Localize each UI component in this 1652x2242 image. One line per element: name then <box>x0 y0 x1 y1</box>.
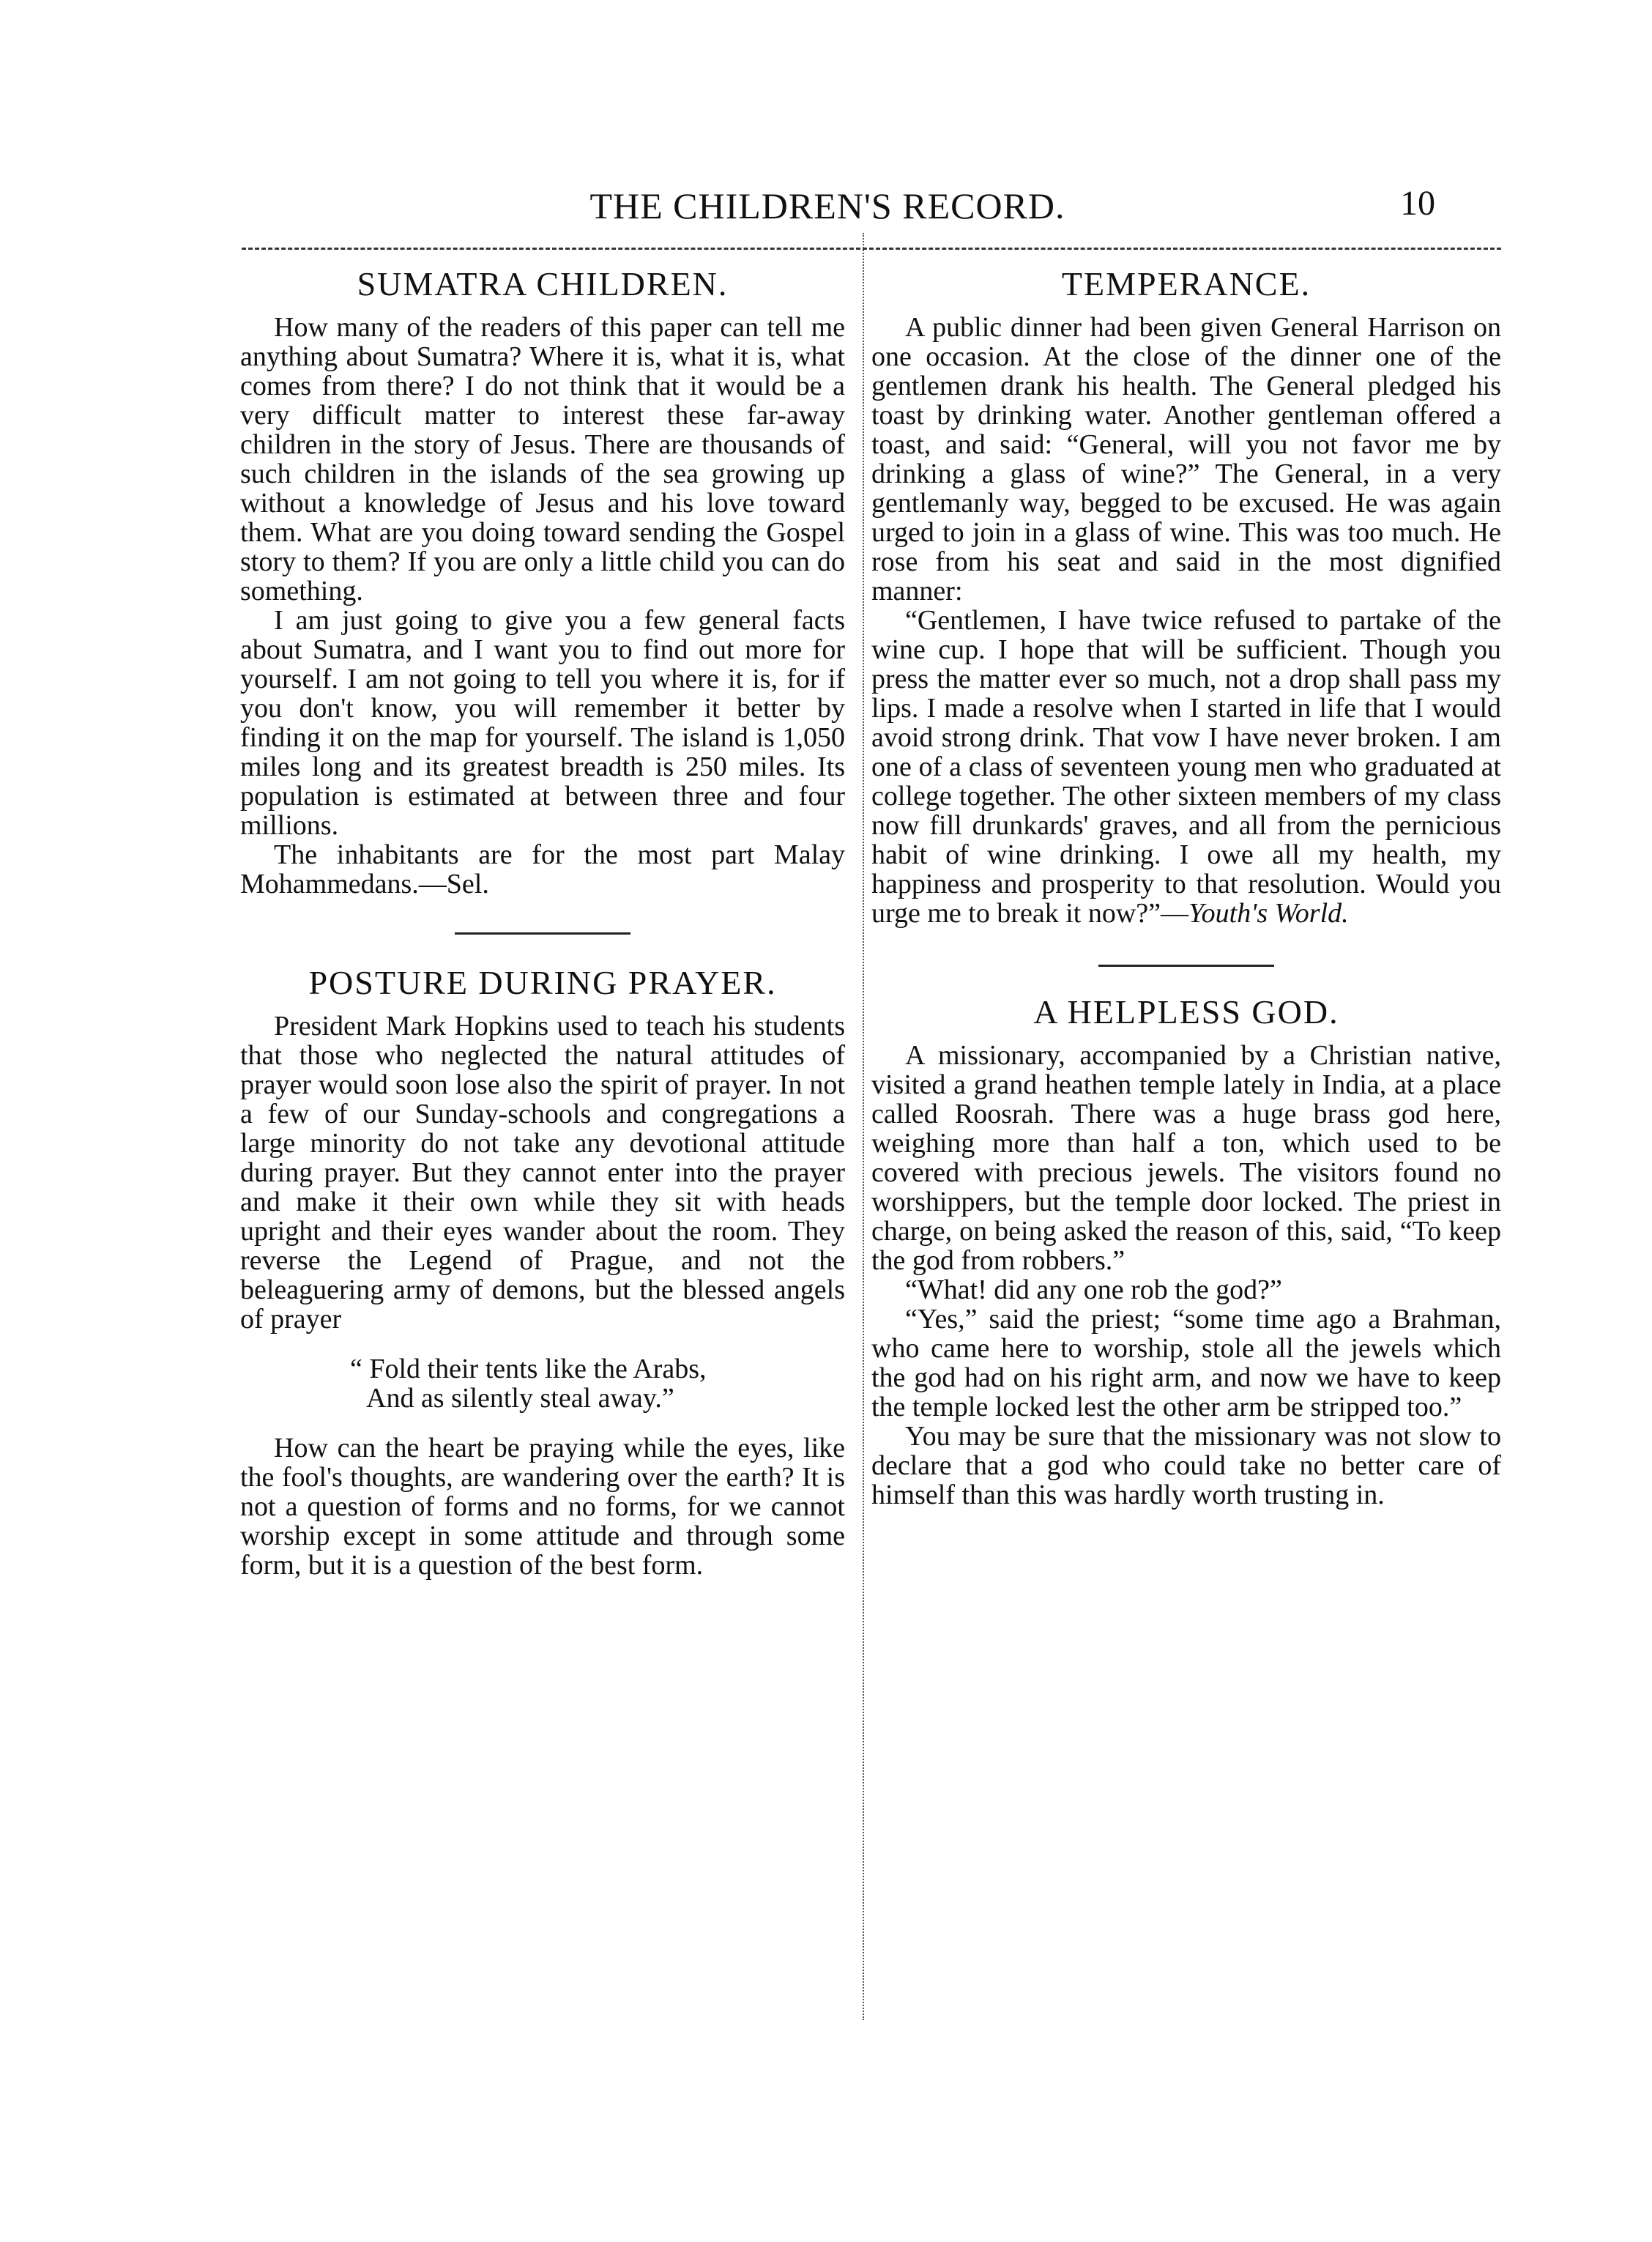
article-title-temperance: TEMPERANCE. <box>1061 265 1311 302</box>
paragraph: A missionary, accompanied by a Christian native, visited a grand heathen temple lately in India, at a place called Roosrah. There was a huge brass god here, weighing more than half a ton, which used to be covered with precious jewels. The visitors found no worshippers, but the temple door locked. The priest in charge, on being asked the reason of this, said, “To keep the god from robbers.” <box>871 1039 1501 1276</box>
paragraph: I am just going to give you a few general facts about Sumatra, and I want you to find out more for yourself. I am not going to tell you where it is, for if you don't know, you will remember it better by finding it on the map for yourself. The island is 1,050 miles long and its greatest breadth is 250 miles. Its population is estimated at between three and four millions. <box>240 604 845 841</box>
section-divider <box>1098 965 1274 967</box>
article-title-helpless-god: A HELPLESS GOD. <box>1033 992 1339 1031</box>
source-credit: Youth's World. <box>1188 897 1349 929</box>
article-temperance <box>871 265 1501 928</box>
paragraph: The inhabitants are for the most part Malay Mohammedans.—Sel. <box>240 839 845 899</box>
column-divider <box>863 233 864 2020</box>
article-sumatra-children <box>240 265 845 899</box>
section-divider <box>455 932 630 935</box>
article-a-helpless-god <box>871 993 1501 1510</box>
left-column <box>240 265 845 1580</box>
page-number: 10 <box>1400 184 1435 223</box>
paragraph: How can the heart be praying while the eyes, like the fool's thoughts, are wandering over the earth? It is not a question of forms and no forms, for we cannot worship except in some attitude and through some form, but it is a question of the best form. <box>240 1432 845 1581</box>
paragraph: “Yes,” said the priest; “some time ago a Brahman, who came here to worship, stole all the jewels which the god had on his right arm, and now we have to keep the temple locked lest the other arm be stripped too.” <box>871 1303 1501 1422</box>
article-title-sumatra: SUMATRA CHILDREN. <box>357 265 729 302</box>
article-title-posture: POSTURE DURING PRAYER. <box>308 963 777 1001</box>
quote-text: “Gentlemen, I have twice refused to partake of the wine cup. I hope that will be sufficient. Though you press the matter ever so much, not a drop shall pass my lips. I made a resolve when I started in life that I would avoid strong drink. That vow I have never broken. I am one of a class of seventeen young men who graduated at college together. The other sixteen members of my class now fill drunkards' graves, and all from the pernicious habit of wine drinking. I owe all my health, my happiness and prosperity to that resolution. Would you urge me to break it now?”— <box>871 604 1501 929</box>
verse-line: “ Fold their tents like the Arabs, <box>350 1353 707 1384</box>
paragraph <box>871 606 1501 928</box>
verse-line: And as silently steal away.” <box>366 1382 674 1414</box>
paragraph: A public dinner had been given General Harrison on one occasion. At the close of the dinner one of the gentlemen drank his health. The General pledged his toast by drinking water. Another gentleman offered a toast, and said: “General, will you not favor me by drinking a glass of wine?” The General, in a very gentlemanly way, begged to be excused. He was again urged to join in a glass of wine. This was too much. He rose from his seat and said in the most dignified manner: <box>871 311 1501 606</box>
paragraph: President Mark Hopkins used to teach his students that those who neglected the natural attitudes of prayer would soon lose also the spirit of prayer. In not a few of our Sunday-schools and congregations a large minority do not take any devotional attitude during prayer. But they cannot enter into the prayer and make it their own while they sit with heads upright and their eyes wander about the room. They reverse the Legend of Prague, and not the beleaguering army of demons, but the blessed angels of prayer <box>240 1010 845 1335</box>
article-posture-during-prayer <box>240 964 845 1580</box>
paragraph: “What! did any one rob the god?” <box>905 1274 1282 1305</box>
paragraph: How many of the readers of this paper can tell me anything about Sumatra? Where it is, what it is, what comes from there? I do not think that it would be a very difficult matter to interest these far-away children in the story of Jesus. There are thousands of such children in the islands of the sea growing up without a knowledge of Jesus and his love toward them. What are you doing toward sending the Gospel story to them? If you are only a little child you can do something. <box>240 311 845 606</box>
quoted-verse <box>240 1354 845 1413</box>
paragraph: You may be sure that the missionary was not slow to declare that a god who could take no better care of himself than this was hardly worth trusting in. <box>871 1420 1501 1510</box>
header-rule <box>242 248 1501 250</box>
running-title: THE CHILDREN'S RECORD. <box>589 185 1065 226</box>
right-column <box>871 265 1501 1510</box>
